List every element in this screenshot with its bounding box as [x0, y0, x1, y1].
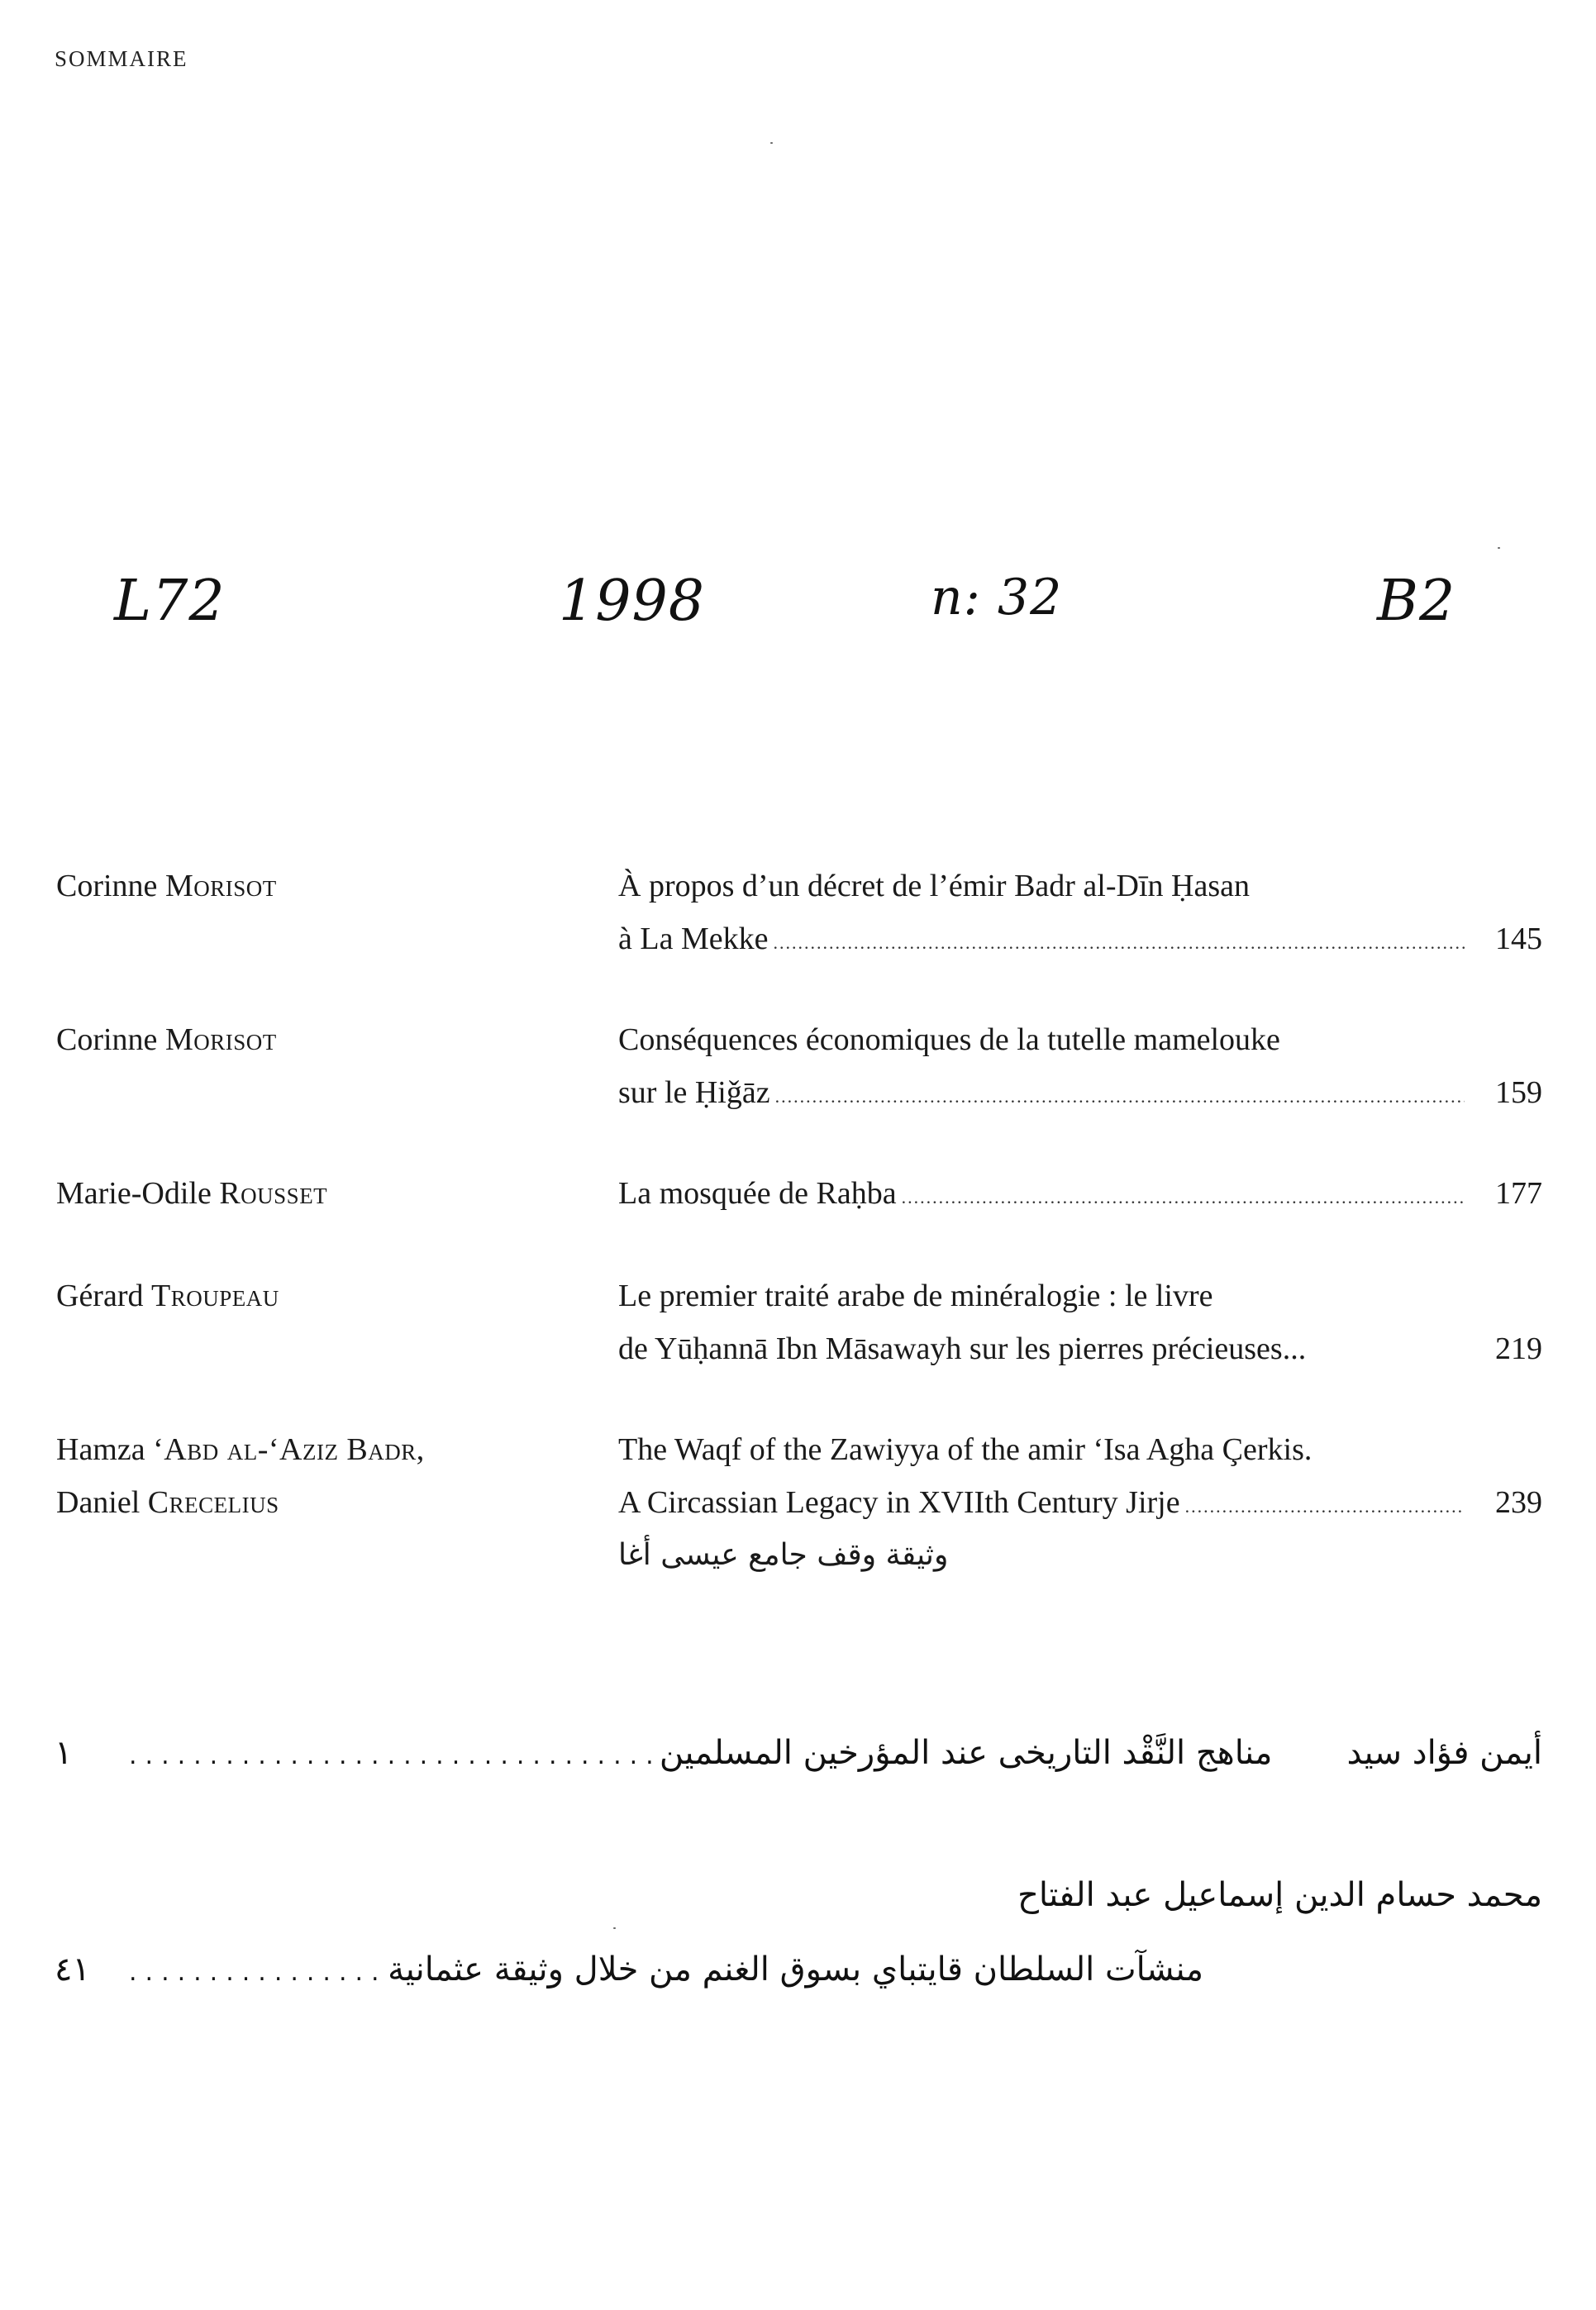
entry-title	[618, 1013, 1542, 1119]
author-first-name: Gérard	[56, 1279, 144, 1313]
page-number: 145	[1495, 922, 1542, 956]
handwritten-note-a: L72	[114, 569, 226, 634]
author-first-name: Hamza	[56, 1432, 145, 1467]
author-last-name: Morisot	[164, 869, 277, 903]
author-first-name: Corinne	[56, 1022, 158, 1057]
title-leader-line	[618, 912, 1542, 965]
arabic-toc-entry-title-row	[55, 1950, 1542, 1989]
arabic-subtitle: وثيقة وقف جامع عيسى أغا	[618, 1538, 949, 1572]
entry-author	[56, 1423, 569, 1529]
arabic-entry-title: منشآت السلطان قايتباي بسوق الغنم من خلال وثيقة عثمانية	[388, 1950, 1203, 1989]
title-leader-line	[618, 1066, 1542, 1119]
handwritten-note-c: n: 32	[931, 569, 1063, 626]
page-number: ٤١	[55, 1950, 90, 1989]
page-number: 219	[1495, 1331, 1542, 1366]
title-leader-line	[618, 1167, 1542, 1220]
title-line: sur le Ḥiǧāz	[618, 1075, 770, 1110]
author-last-name: Rousset	[219, 1176, 328, 1211]
author-last-name: ‘Abd al-‘Aziz Badr,	[153, 1432, 425, 1467]
entry-title	[618, 860, 1542, 965]
author-last-name: Crecelius	[147, 1485, 279, 1520]
scan-speck	[613, 1927, 616, 1929]
title-line: La mosquée de Raḥba	[618, 1176, 897, 1211]
arabic-toc-entry	[55, 1734, 1542, 1772]
entry-author	[56, 1013, 569, 1066]
entry-title	[618, 1269, 1542, 1375]
entry-title	[618, 1167, 1542, 1220]
dot-leader	[1185, 1480, 1465, 1533]
scan-speck	[1498, 547, 1500, 549]
author-last-name: Morisot	[164, 1022, 277, 1057]
author-first-name: Daniel	[56, 1485, 141, 1520]
running-header: SOMMAIRE	[55, 46, 188, 71]
author-last-name: Troupeau	[150, 1279, 279, 1313]
handwritten-note-b: 1998	[559, 569, 706, 634]
page-number: 239	[1495, 1485, 1542, 1520]
arabic-entry-title: مناهج النَّقْد التاريخى عند المؤرخين المسلمين	[659, 1734, 1273, 1772]
title-line: A Circassian Legacy in XVIIth Century Jirje	[618, 1485, 1180, 1520]
entry-author	[56, 1269, 569, 1322]
handwritten-note-d: B2	[1377, 569, 1456, 634]
arabic-toc-entry	[55, 1876, 1542, 1914]
title-line: de Yūḥannā Ibn Māsawayh sur les pierres précieuses...	[618, 1331, 1307, 1366]
title-line: Le premier traité arabe de minéralogie : le livre	[618, 1279, 1213, 1313]
dot-leader	[129, 1741, 651, 1770]
page-number: 159	[1495, 1075, 1542, 1110]
title-leader-line	[618, 1322, 1542, 1375]
title-line: Conséquences économiques de la tutelle mamelouke	[618, 1022, 1280, 1057]
entry-author	[56, 1167, 569, 1220]
dot-leader	[902, 1171, 1465, 1224]
page-number: ١	[55, 1734, 73, 1772]
arabic-entry-author: أيمن فؤاد سيد	[1346, 1734, 1542, 1772]
title-line: à La Mekke	[618, 922, 769, 956]
arabic-entry-author: محمد حسام الدين إسماعيل عبد الفتاح	[1017, 1876, 1542, 1914]
author-first-name: Corinne	[56, 869, 158, 903]
page-number: 177	[1495, 1176, 1542, 1211]
entry-title	[618, 1423, 1542, 1582]
title-leader-line	[618, 1476, 1542, 1529]
title-line: À propos d’un décret de l’émir Badr al-Dīn Ḥasan	[618, 869, 1250, 903]
title-line: The Waqf of the Zawiyya of the amir ‘Isa Agha Çerkis.	[618, 1432, 1313, 1467]
dot-leader	[773, 917, 1465, 969]
dot-leader	[129, 1958, 379, 1987]
author-first-name: Marie-Odile	[56, 1176, 212, 1211]
entry-author	[56, 860, 569, 912]
scan-speck	[770, 142, 773, 144]
dot-leader	[775, 1070, 1465, 1123]
